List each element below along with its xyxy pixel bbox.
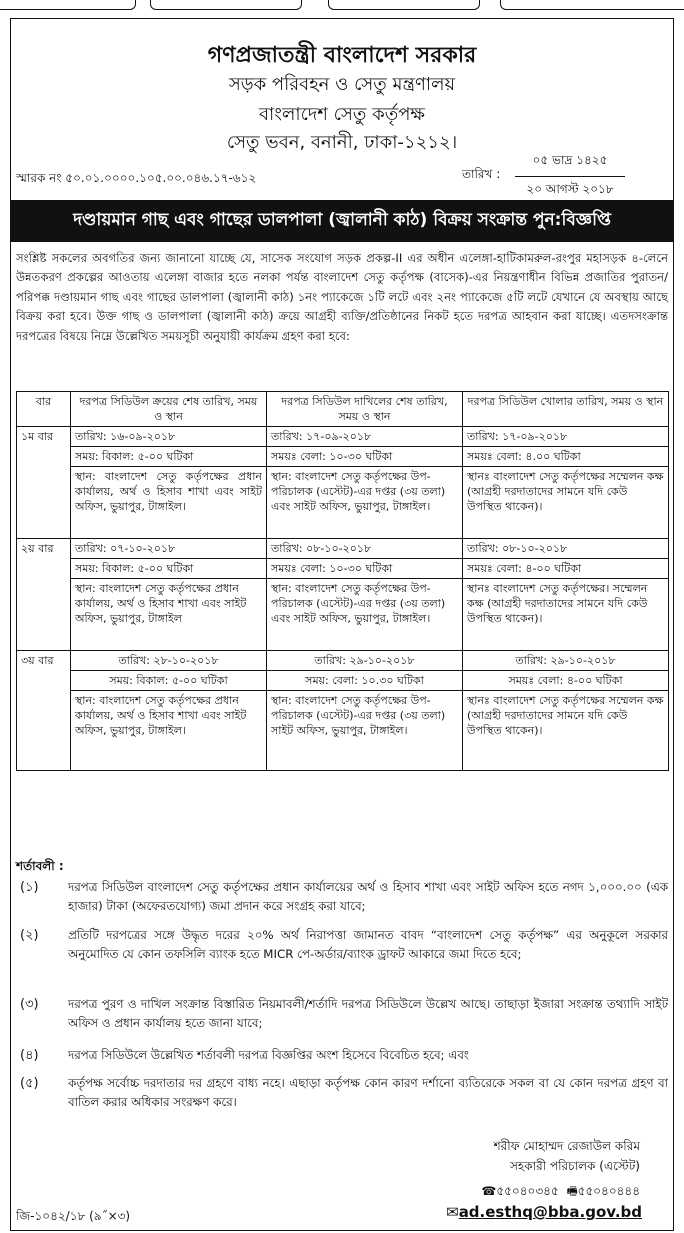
top-strip — [0, 0, 684, 12]
term-item — [16, 995, 668, 1033]
table-cell: সময়ঃ বেলা: ৪-০০ ঘটিকা — [463, 671, 669, 691]
table-row — [17, 539, 669, 559]
schedule-table — [16, 391, 669, 771]
phone-icon: ☎ — [481, 1184, 497, 1198]
column-header: দরপত্র সিডিউল দাখিলের শেষ তারিখ, সময় ও স্থান — [267, 392, 463, 427]
term-item — [16, 878, 668, 916]
notice-title-banner: দণ্ডায়মান গাছ এবং গাছের ডালপালা (জ্বালানী কাঠ) বিক্রয় সংক্রান্ত পুন:বিজ্ঞপ্তি — [10, 200, 674, 242]
table-row — [17, 671, 669, 691]
table-cell: স্থান: বাংলাদেশ সেতু কর্তৃপক্ষের উপ-পরিচালক (এস্টেট)-এর দপ্তর (৩য় তলা) সাইট অফিস, ভুয়াপুর, টাঙ্গাইল। — [267, 691, 463, 771]
envelope-icon: ✉ — [446, 1203, 459, 1221]
table-cell: স্থান: বাংলাদেশ সেতু কর্তৃপক্ষের প্রধান কার্যালয়, অর্থ ও হিসাব শাখা এবং সাইট অফিস, ভুয়াপুর, টাঙ্গাইল। — [71, 467, 267, 539]
table-cell: তারিখ: ২৯-১০-২০১৮ — [463, 651, 669, 671]
table-cell: স্থান: বাংলাদেশ সেতু কর্তৃপক্ষের প্রধান কার্যালয়, অর্থ ও হিসাব শাখা এবং সাইট অফিস, ভুয়াপুর, টাঙ্গাইল। — [71, 691, 267, 771]
signatory-designation: সহকারী পরিচালক (এস্টেট) — [510, 1159, 640, 1173]
term-item — [16, 926, 668, 964]
footer-reference: জি-১০৪২/১৮ (৯˝×৩) — [16, 1209, 131, 1223]
table-cell: সময়: বিকাল: ৫-০০ ঘটিকা — [71, 559, 267, 579]
intro-paragraph: সংশ্লিষ্ট সকলের অবগতির জন্য জানানো যাচ্ছে যে, সাসেক সংযোগ সড়ক প্রকল্প-II এর অধীন এলেঙ্গা-হাটিকামরুল-রংপুর মহাসড়ক ৪-লেনে উন্নতকরণ প্রকল্পের আওতায় এলেঙ্গা বাজার হতে নলকা পর্যন্ত বাংলাদেশ সেতু কর্তৃপক্ষ (বাসেক)-এর নিয়ন্ত্রণাধীন বিভিন্ন প্রজাতির পুরাতন/পরিপক্ক দণ্ডায়মান গাছ এবং গাছের ডালপালা (জ্বালানী কাঠ) ১নং প্যাকেজে ১টি লটে এবং ২নং প্যাকেজে ৫টি লটে যেখানে যে অবস্থায় আছে বিক্রয় করা হবে। উক্ত গাছ ও ডালপালা (জ্বালানী কাঠ) ক্রয়ে আগ্রহী ব্যক্তি/প্রতিষ্ঠানের নিকট হতে দরপত্র আহবান করা যাচ্ছে। এতদসংক্রান্ত দরপত্রের বিষয়ে নিম্নে উল্লেখিত সময়সূচী অনুযায়ী কার্যক্রম গ্রহণ করা হবে: — [16, 251, 668, 343]
terms-title: শর্তাবলী : — [16, 859, 64, 873]
table-cell: তারিখ: ১৭-০৯-২০১৮ — [267, 427, 463, 447]
table-cell: তারিখ: ১৬-০৯-২০১৮ — [71, 427, 267, 447]
email-address: ad.esthq@bba.gov.bd — [458, 1203, 642, 1221]
ministry-name: সড়ক পরিবহন ও সেতু মন্ত্রণালয় — [228, 74, 456, 95]
term-number: (৩) — [20, 997, 39, 1012]
table-cell: সময়: বেলা: ১০.৩০ ঘটিকা — [267, 671, 463, 691]
memo-number: স্মারক নং ৫০.০১.০০০০.১০৫.০০.০৪৬.১৭-৬১২ — [16, 171, 257, 185]
table-cell: সময়ঃ বেলা: ৪.০০ ঘটিকা — [463, 447, 669, 467]
signatory-name: শরীফ মোহাম্মদ রেজাউল করিম — [493, 1139, 640, 1153]
fax-number: ৫৫০৪০৪৪৪ — [577, 1184, 640, 1198]
govt-name: গণপ্রজাতন্ত্রী বাংলাদেশ সরকার — [207, 43, 477, 68]
table-cell: তারিখ: ২৮-১০-২০১৮ — [71, 651, 267, 671]
row-label: ১ম বার — [17, 427, 71, 539]
table-cell: সময়ঃ বেলা: ৪-০০ ঘটিকা — [463, 559, 669, 579]
table-cell: স্থান: বাংলাদেশ সেতু কর্তৃপক্ষের উপ-পরিচালক (এস্টেট)-এর দপ্তর (৩য় তলা) এবং সাইট অফিস, ভুয়াপুর, টাঙ্গাইল। — [267, 579, 463, 651]
term-number: (৫) — [20, 1076, 39, 1091]
table-cell: তারিখ: ০৮-১০-২০১৮ — [463, 539, 669, 559]
authority-name: বাংলাদেশ সেতু কর্তৃপক্ষ — [259, 104, 425, 125]
table-cell: স্থান: বাংলাদেশ সেতু কর্তৃপক্ষের উপ-পরিচালক (এস্টেট)-এর দপ্তর (৩য় তলা) এবং সাইট অফিস, ভুয়াপুর, টাঙ্গাইল। — [267, 467, 463, 539]
date-bangla: ০৫ ভাদ্র ১৪২৫ — [515, 152, 625, 177]
phone-number: ৫৫০৪০৩৪৫ — [496, 1184, 559, 1198]
table-cell: সময়: বিকাল: ৫-০০ ঘটিকা — [71, 671, 267, 691]
term-number: (২) — [20, 928, 39, 943]
term-text: দরপত্র সিডিউলে উল্লেখিত শর্তাবলী দরপত্র বিজ্ঞপ্তির অংশ হিসেবে বিবেচিত হবে; এবং — [68, 1048, 469, 1062]
table-cell: স্থান: বাংলাদেশ সেতু কর্তৃপক্ষের প্রধান কার্যালয়, অর্থ ও হিসাব শাখা এবং সাইট অফিস, ভুয়াপুর, টাঙ্গাইল — [71, 579, 267, 651]
table-row — [17, 427, 669, 447]
table-cell: স্থানঃ বাংলাদেশ সেতু কর্তৃপক্ষের সম্মেলন কক্ষ (আগ্রহী দরদাতাদের সামনে যদি কেউ উপস্থিত থাকেন)। — [463, 467, 669, 539]
term-number: (১) — [20, 880, 39, 895]
fax-icon: 🖷 — [566, 1184, 578, 1198]
term-text: দরপত্র সিডিউল বাংলাদেশ সেতু কর্তৃপক্ষের প্রধান কার্যালয়ের অর্থ ও হিসাব শাখা এবং সাইট অফিস হতে নগদ ১,০০০.০০ (এক হাজার) টাকা (অফেরতযোগ্য) জমা প্রদান করে সংগ্রহ করা যাবে; — [68, 880, 668, 913]
table-row — [17, 651, 669, 671]
table-row — [17, 579, 669, 651]
address: সেতু ভবন, বনানী, ঢাকা-১২১২। — [226, 132, 458, 153]
term-text: দরপত্র পুরণ ও দাখিল সংক্রান্ত বিস্তারিত নিয়মাবলী/শর্তাদি দরপত্র সিডিউলে উল্লেখ আছে। তাছাড়া ইজারা সংক্রান্ত তথ্যাদি সাইট অফিস ও প্রধান কার্যালয় হতে জানা যাবে; — [68, 997, 668, 1030]
email-link[interactable] — [446, 1203, 642, 1221]
contact-line — [481, 1182, 640, 1203]
column-header: বার — [17, 392, 71, 427]
table-cell: সময়ঃ বেলা: ১০-৩০ ঘটিকা — [267, 447, 463, 467]
date-english: ২০ আগস্ট ২০১৮ — [526, 182, 614, 196]
date-block — [515, 152, 625, 201]
row-label: ৩য় বার — [17, 651, 71, 771]
table-row — [17, 559, 669, 579]
table-cell: স্থানঃ বাংলাদেশ সেতু কর্তৃপক্ষের সম্মেলন কক্ষ (আগ্রহী দরদাতাদের সামনে যদি কেউ উপস্থিত থাকেন)। — [463, 691, 669, 771]
term-item — [16, 1046, 668, 1065]
table-cell: তারিখ: ১৭-০৯-২০১৮ — [463, 427, 669, 447]
table-row — [17, 447, 669, 467]
table-cell: সময়: বিকাল: ৫-০০ ঘটিকা — [71, 447, 267, 467]
term-text: প্রতিটি দরপত্রের সঙ্গে উদ্ধৃত দরের ২০% অর্থ নিরাপত্তা জামানত বাবদ “বাংলাদেশ সেতু কর্তৃপক্ষ” এর অনুকূলে সরকার অনুমোদিত যে কোন তফসিলি ব্যাংক হতে MICR পে-অর্ডার/ব্যাংক ড্রাফট আকারে জমা দিতে হবে; — [68, 928, 668, 961]
term-item — [16, 1074, 668, 1112]
term-number: (৪) — [20, 1048, 39, 1063]
table-cell: তারিখ: ২৯-১০-২০১৮ — [267, 651, 463, 671]
table-cell: সময়ঃ বেলা: ১০-৩০ ঘটিকা — [267, 559, 463, 579]
column-header: দরপত্র সিডিউল ক্রয়ের শেষ তারিখ, সময় ও স্থান — [71, 392, 267, 427]
table-cell: তারিখ: ০৮-১০-২০১৮ — [267, 539, 463, 559]
term-text: কর্তৃপক্ষ সর্বোচ্চ দরদাতার দর গ্রহণে বাধ্য নহে। এছাড়া কর্তৃপক্ষ কোন কারণ দর্শানো ব্যতিরেকে সকল বা যে কোন দরপত্র গ্রহণ বা বাতিল করার অধিকার সংরক্ষণ করে। — [68, 1076, 668, 1109]
table-cell: স্থানঃ বাংলাদেশ সেতু কর্তৃপক্ষের। সম্মেলন কক্ষ (আগ্রহী দরদাতাদের সামনে যদি কেউ উপস্থিত থাকেন)। — [463, 579, 669, 651]
column-header: দরপত্র সিডিউল খোলার তারিখ, সময় ও স্থান — [463, 392, 669, 427]
table-header-row — [17, 392, 669, 427]
row-label: ২য় বার — [17, 539, 71, 651]
table-row — [17, 691, 669, 771]
table-cell: তারিখ: ০৭-১০-২০১৮ — [71, 539, 267, 559]
date-label: তারিখ : — [462, 167, 501, 181]
table-row — [17, 467, 669, 539]
